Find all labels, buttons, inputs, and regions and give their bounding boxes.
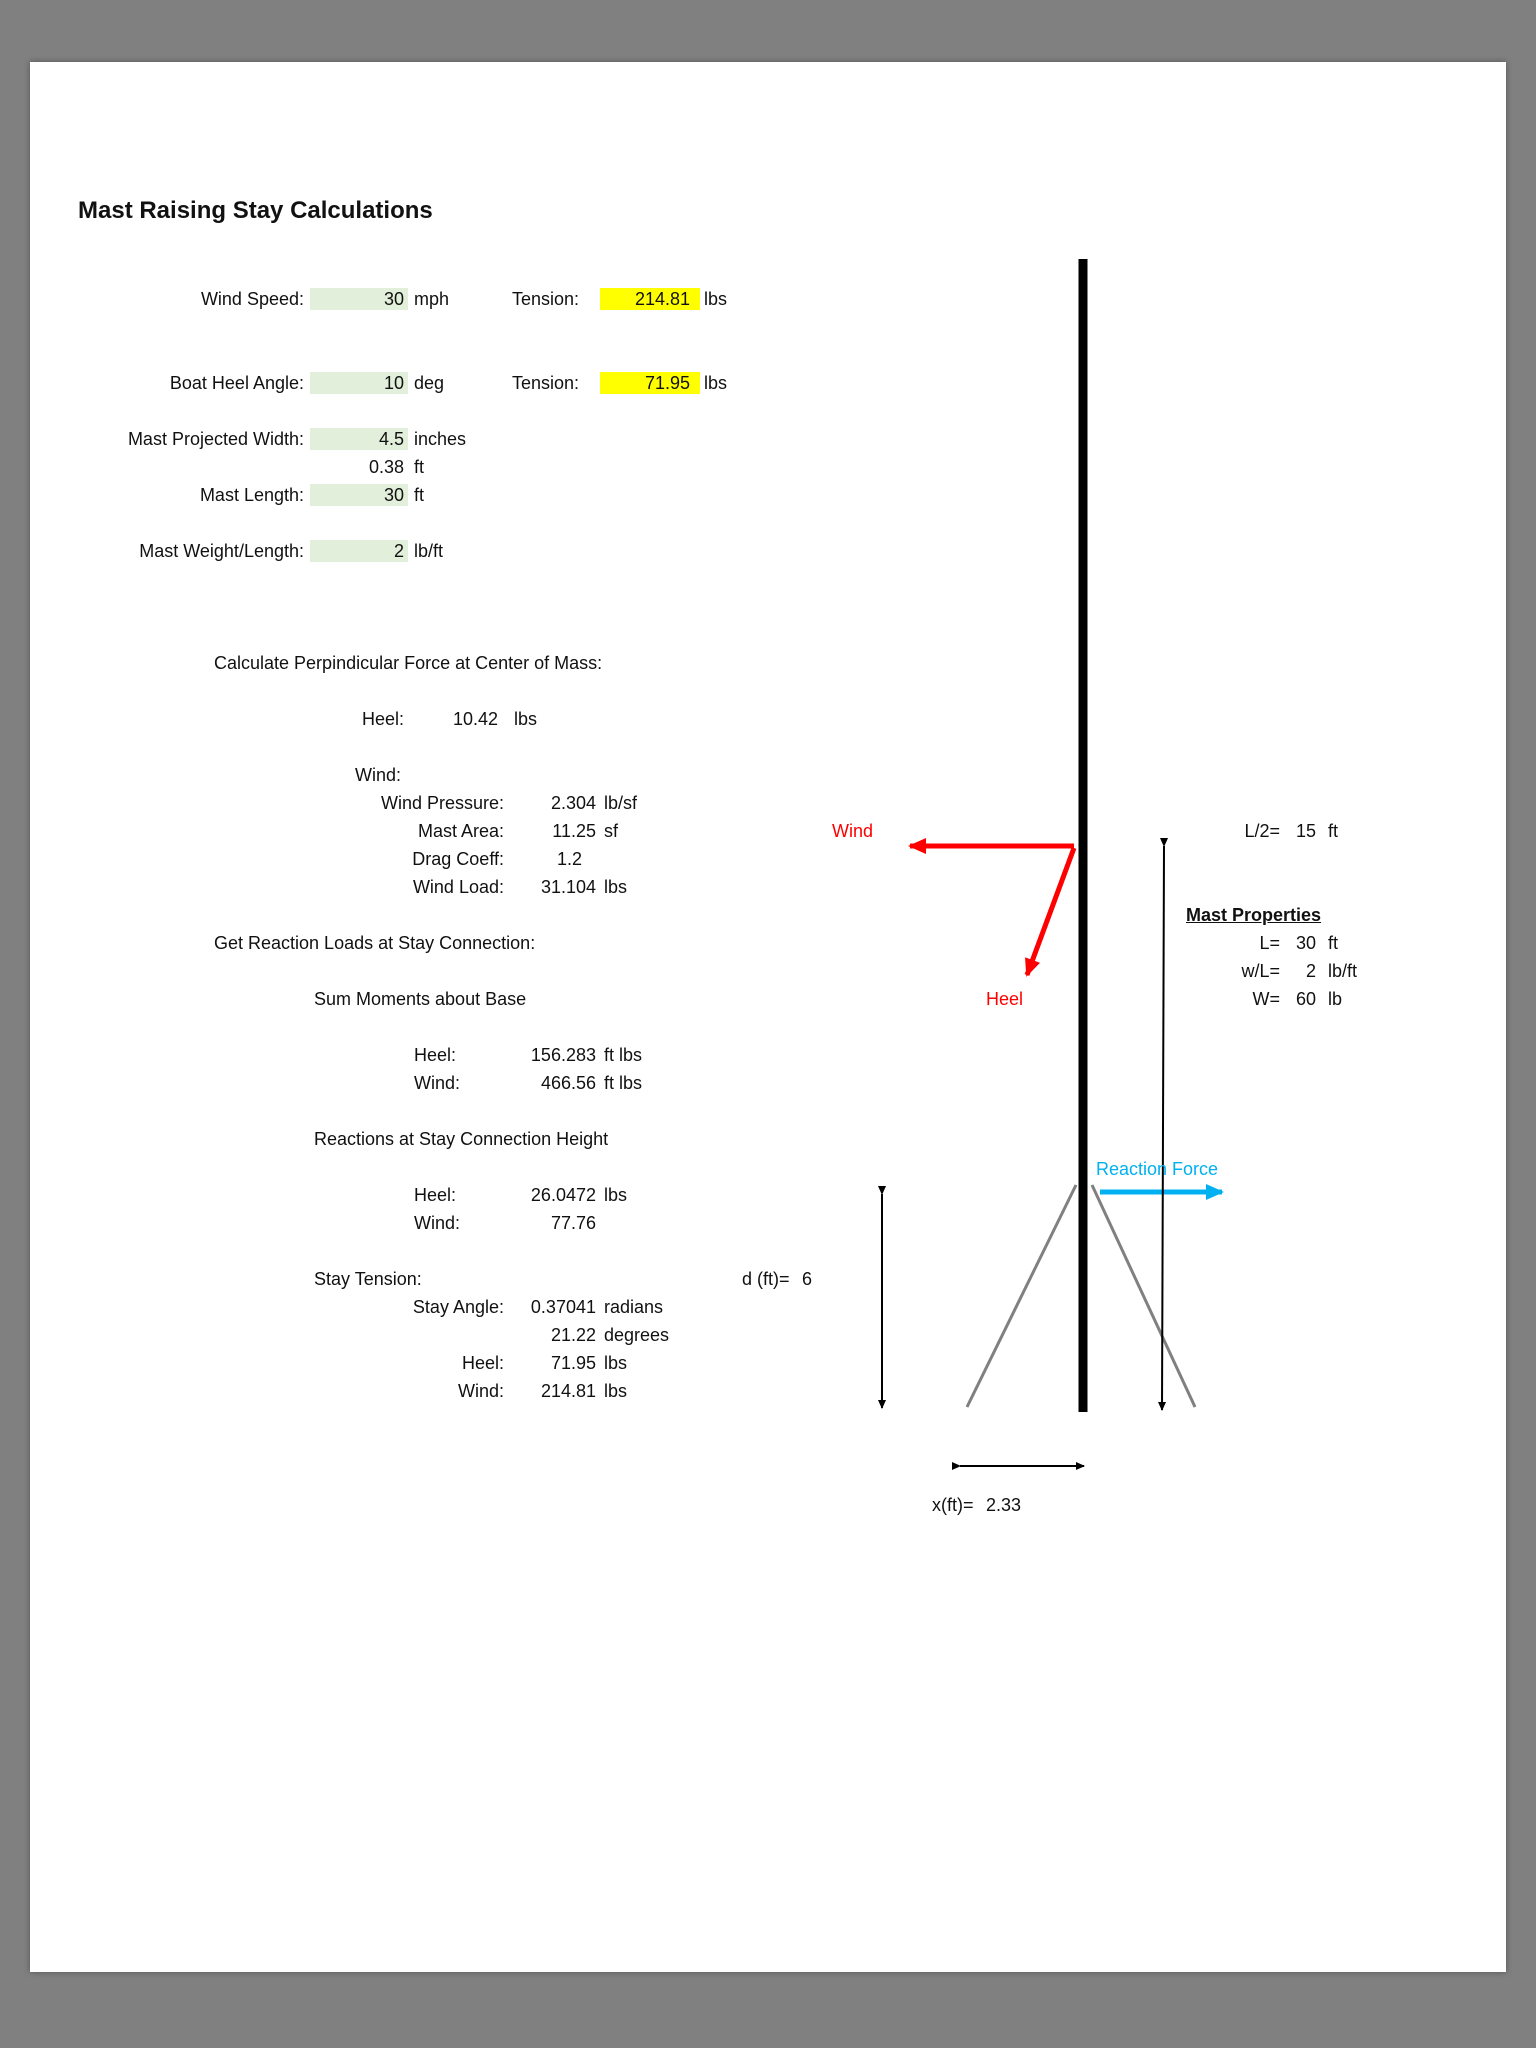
mast-length-unit: ft <box>414 485 425 505</box>
reaction-force-label: Reaction Force <box>1096 1159 1219 1179</box>
reaction-heel-label: Heel: <box>414 1185 457 1205</box>
perp-heel-value: 10.42 <box>452 709 498 729</box>
tension-heel-label: Tension: <box>512 373 580 393</box>
perp-heel-unit: lbs <box>514 709 538 729</box>
mast-width-input[interactable]: 4.5 <box>310 428 408 450</box>
stay-tension-heading: Stay Tension: <box>314 1269 422 1289</box>
mast-area-unit: sf <box>604 821 619 841</box>
tension-wind-label: Tension: <box>512 289 580 309</box>
heel-angle-unit: deg <box>414 373 445 393</box>
heel-angle-label: Boat Heel Angle: <box>169 373 304 393</box>
perp-force-heading: Calculate Perpindicular Force at Center of Mass: <box>214 653 603 673</box>
moment-heel-label: Heel: <box>414 1045 457 1065</box>
heel-angle-input[interactable]: 10 <box>310 372 408 394</box>
wind-load-label: Wind Load: <box>412 877 504 897</box>
mast-area-value: 11.25 <box>552 821 596 841</box>
half-length-unit: ft <box>1328 821 1339 841</box>
mast-width-ft-unit: ft <box>414 457 425 477</box>
stay-angle-rad-value: 0.37041 <box>530 1297 596 1317</box>
mast-weight-input[interactable]: 2 <box>310 540 408 562</box>
moment-heel-value: 156.283 <box>530 1045 596 1065</box>
mast-diagram <box>30 62 1506 1972</box>
stay-angle-deg-unit: degrees <box>604 1325 670 1345</box>
stay-wind-unit: lbs <box>604 1381 628 1401</box>
wind-speed-unit: mph <box>414 289 450 309</box>
wind-speed-input[interactable]: 30 <box>310 288 408 310</box>
drag-coeff-value: 1.2 <box>556 849 582 869</box>
wind-pressure-label: Wind Pressure: <box>380 793 504 813</box>
heel-force-label: Heel <box>986 989 1024 1009</box>
x-value: 2.33 <box>986 1495 1022 1515</box>
stay-angle-deg-value: 21.22 <box>550 1325 596 1345</box>
stay-wind-label: Wind: <box>457 1381 504 1401</box>
stay-left <box>967 1185 1076 1407</box>
wind-load-unit: lbs <box>604 877 628 897</box>
tension-wind-value: 214.81 <box>600 288 700 310</box>
d-label: d (ft)= <box>742 1269 790 1289</box>
moment-wind-value: 466.56 <box>540 1073 596 1093</box>
half-length-value: 15 <box>1295 821 1316 841</box>
mast-weight-unit: lb/ft <box>414 541 444 561</box>
prop-weight-value: 60 <box>1295 989 1316 1009</box>
reaction-wind-label: Wind: <box>414 1213 461 1233</box>
x-label: x(ft)= <box>932 1495 974 1515</box>
prop-weight-per-length-value: 2 <box>1305 961 1316 981</box>
drag-coeff-label: Drag Coeff: <box>412 849 504 869</box>
stay-heel-value: 71.95 <box>550 1353 596 1373</box>
stay-heel-label: Heel: <box>461 1353 504 1373</box>
moment-wind-unit: ft lbs <box>604 1073 643 1093</box>
reaction-heel-value: 26.0472 <box>530 1185 596 1205</box>
half-length-dimension-arrow <box>1162 846 1164 1410</box>
worksheet-page <box>30 62 1506 1972</box>
mast-area-label: Mast Area: <box>417 821 504 841</box>
stay-wind-value: 214.81 <box>540 1381 596 1401</box>
mast-weight-label: Mast Weight/Length: <box>139 541 304 561</box>
mast-width-ft-value: 0.38 <box>368 457 404 477</box>
reactions-heading: Reactions at Stay Connection Height <box>314 1129 609 1149</box>
wind-load-value: 31.104 <box>540 877 596 897</box>
prop-weight-per-length-label: w/L= <box>1241 961 1280 981</box>
prop-length-value: 30 <box>1295 933 1316 953</box>
mast-length-label: Mast Length: <box>199 485 304 505</box>
moments-heading: Sum Moments about Base <box>314 989 527 1009</box>
stay-heel-unit: lbs <box>604 1353 628 1373</box>
prop-weight-label: W= <box>1252 989 1280 1009</box>
wind-pressure-unit: lb/sf <box>604 793 638 813</box>
tension-heel-value: 71.95 <box>600 372 700 394</box>
stay-angle-label: Stay Angle: <box>412 1297 504 1317</box>
prop-length-label: L= <box>1259 933 1280 953</box>
tension-heel-unit: lbs <box>704 373 728 393</box>
mast-width-unit: inches <box>414 429 467 449</box>
heel-force-arrow <box>1027 848 1074 975</box>
wind-force-label: Wind <box>832 821 874 841</box>
perp-wind-label: Wind: <box>355 765 402 785</box>
mast-properties-heading: Mast Properties <box>1186 905 1322 925</box>
stay-angle-rad-unit: radians <box>604 1297 664 1317</box>
reaction-heel-unit: lbs <box>604 1185 628 1205</box>
perp-heel-label: Heel: <box>362 709 405 729</box>
moment-heel-unit: ft lbs <box>604 1045 643 1065</box>
prop-length-unit: ft <box>1328 933 1339 953</box>
tension-wind-unit: lbs <box>704 289 728 309</box>
stay-right <box>1092 1185 1195 1407</box>
wind-speed-label: Wind Speed: <box>200 289 304 309</box>
prop-weight-per-length-unit: lb/ft <box>1328 961 1358 981</box>
prop-weight-unit: lb <box>1328 989 1343 1009</box>
half-length-label: L/2= <box>1244 821 1280 841</box>
reaction-loads-heading: Get Reaction Loads at Stay Connection: <box>214 933 536 953</box>
mast-length-input[interactable]: 30 <box>310 484 408 506</box>
reaction-wind-value: 77.76 <box>550 1213 596 1233</box>
wind-pressure-value: 2.304 <box>550 793 596 813</box>
moment-wind-label: Wind: <box>414 1073 461 1093</box>
d-value: 6 <box>802 1269 813 1289</box>
mast-width-label: Mast Projected Width: <box>127 429 304 449</box>
page-title: Mast Raising Stay Calculations <box>78 197 433 224</box>
